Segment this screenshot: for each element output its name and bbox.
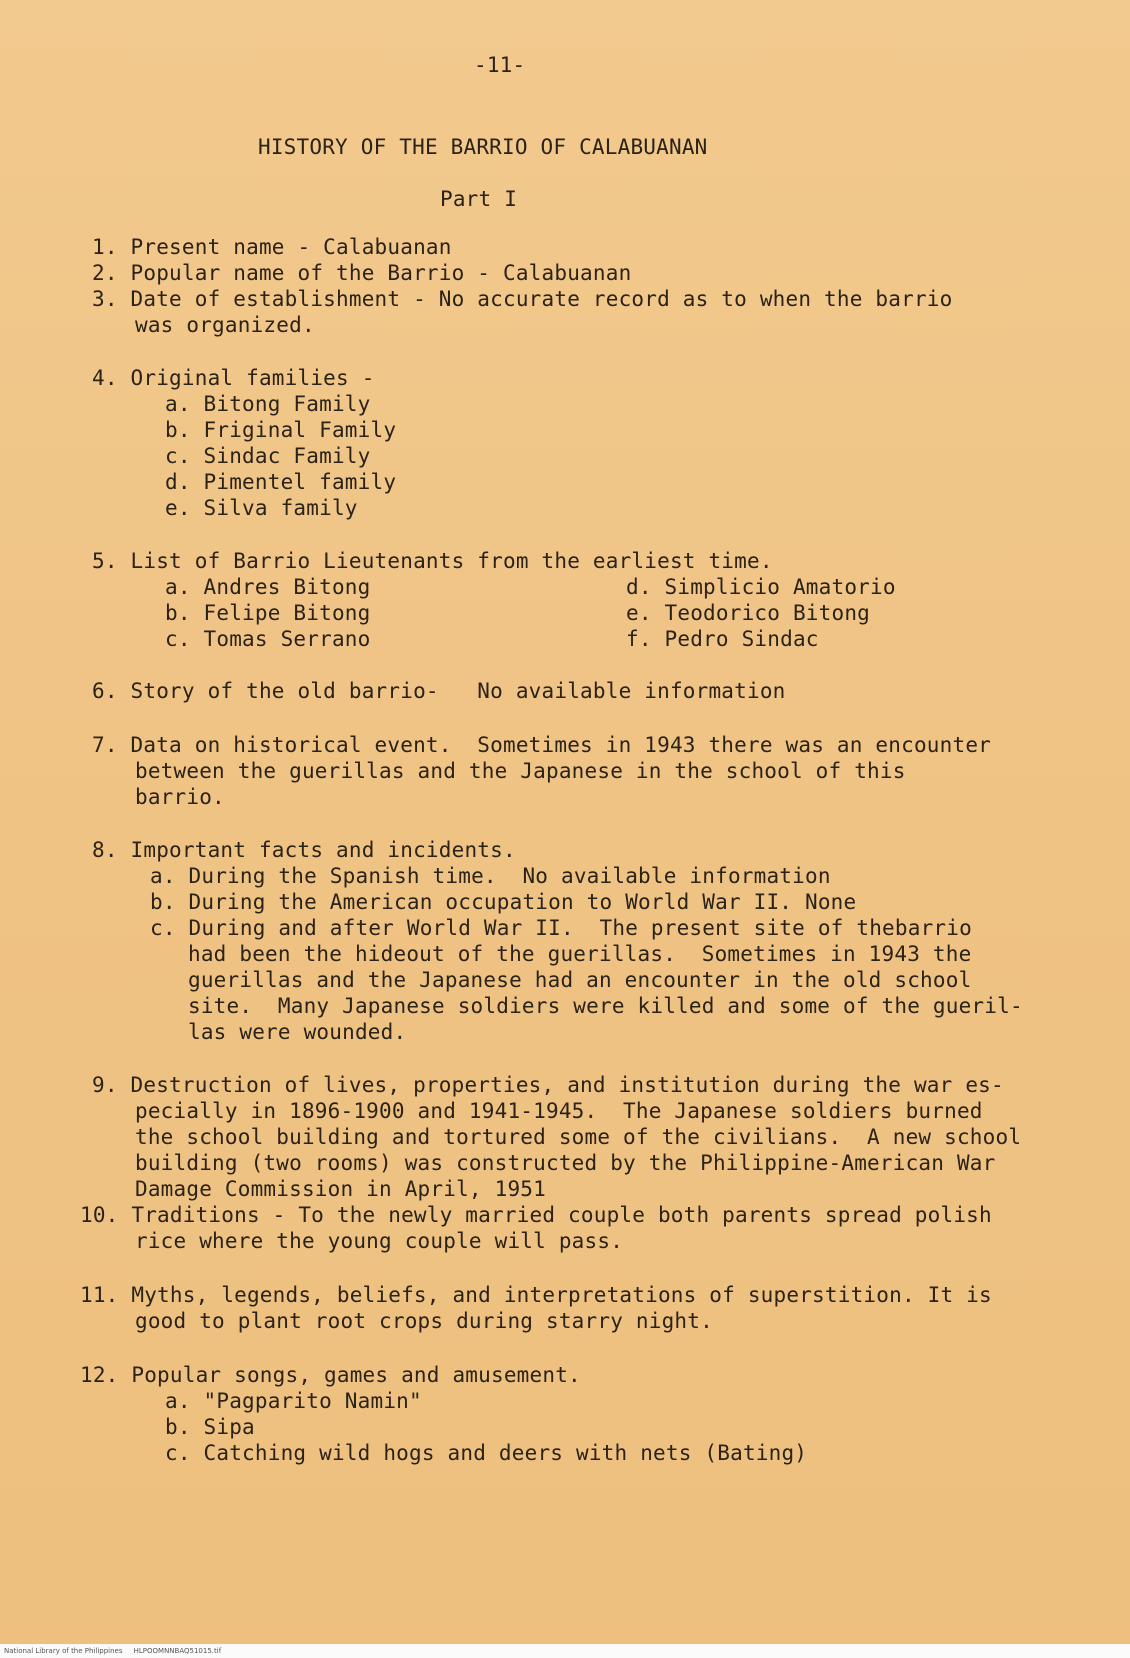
- text-line: a. Andres Bitong: [165, 575, 371, 599]
- text-line: a. Bitong Family: [165, 392, 371, 416]
- text-line: a. During the Spanish time. No available information: [150, 864, 831, 888]
- text-line: c. During and after World War II. The present site of thebarrio: [150, 916, 972, 940]
- text-line: c. Tomas Serrano: [165, 627, 371, 651]
- text-line: had been the hideout of the guerillas. Sometimes in 1943 the: [188, 942, 972, 966]
- text-line: a. "Pagparito Namin": [165, 1389, 422, 1413]
- text-line: building (two rooms) was constructed by the Philippine-American War: [135, 1151, 996, 1175]
- page-number: -11-: [474, 53, 526, 77]
- text-line: d. Simplicio Amatorio: [626, 575, 896, 599]
- text-line: 4. Original families -: [92, 366, 375, 390]
- scan-footer: National Library of the Philippines HLPOOMNNBAQ51015.tif: [0, 1644, 1130, 1658]
- text-line: good to plant root crops during starry night.: [135, 1309, 713, 1333]
- text-line: e. Teodorico Bitong: [626, 601, 871, 625]
- text-line: 8. Important facts and incidents.: [92, 838, 516, 862]
- text-line: the school building and tortured some of the civilians. A new school: [135, 1125, 1022, 1149]
- text-line: 5. List of Barrio Lieutenants from the earliest time.: [92, 549, 773, 573]
- text-line: 7. Data on historical event. Sometimes in 1943 there was an encounter: [92, 733, 992, 757]
- text-line: 1. Present name - Calabuanan: [92, 235, 452, 259]
- text-line: was organized.: [135, 313, 315, 337]
- text-line: 2. Popular name of the Barrio - Calabuanan: [92, 261, 632, 285]
- text-line: barrio.: [135, 785, 225, 809]
- text-line: 3. Date of establishment - No accurate record as to when the barrio: [92, 287, 953, 311]
- document-title: HISTORY OF THE BARRIO OF CALABUANAN: [258, 135, 708, 159]
- text-line: b. Sipa: [165, 1415, 255, 1439]
- text-line: Damage Commission in April, 1951: [135, 1177, 546, 1201]
- text-line: c. Catching wild hogs and deers with nets (Bating): [165, 1441, 808, 1465]
- text-line: 6. Story of the old barrio- No available information: [92, 679, 786, 703]
- text-line: rice where the young couple will pass.: [135, 1229, 624, 1253]
- text-line: 11. Myths, legends, beliefs, and interpretations of superstition. It is: [80, 1283, 992, 1307]
- text-line: 10. Traditions - To the newly married couple both parents spread polish: [80, 1203, 992, 1227]
- text-line: site. Many Japanese soldiers were killed and some of the gueril-: [188, 994, 1023, 1018]
- part-heading: Part I: [440, 187, 518, 211]
- text-line: f. Pedro Sindac: [626, 627, 819, 651]
- text-line: 9. Destruction of lives, properties, and institution during the war es-: [92, 1073, 1004, 1097]
- text-line: d. Pimentel family: [165, 470, 397, 494]
- text-line: c. Sindac Family: [165, 444, 371, 468]
- text-line: guerillas and the Japanese had an encounter in the old school: [188, 968, 972, 992]
- text-line: las were wounded.: [188, 1020, 407, 1044]
- text-line: b. Felipe Bitong: [165, 601, 371, 625]
- text-line: e. Silva family: [165, 496, 358, 520]
- text-line: b. During the American occupation to World War II. None: [150, 890, 857, 914]
- text-line: pecially in 1896-1900 and 1941-1945. The Japanese soldiers burned: [135, 1099, 983, 1123]
- text-line: between the guerillas and the Japanese in the school of this: [135, 759, 906, 783]
- text-line: b. Friginal Family: [165, 418, 397, 442]
- text-line: 12. Popular songs, games and amusement.: [80, 1363, 581, 1387]
